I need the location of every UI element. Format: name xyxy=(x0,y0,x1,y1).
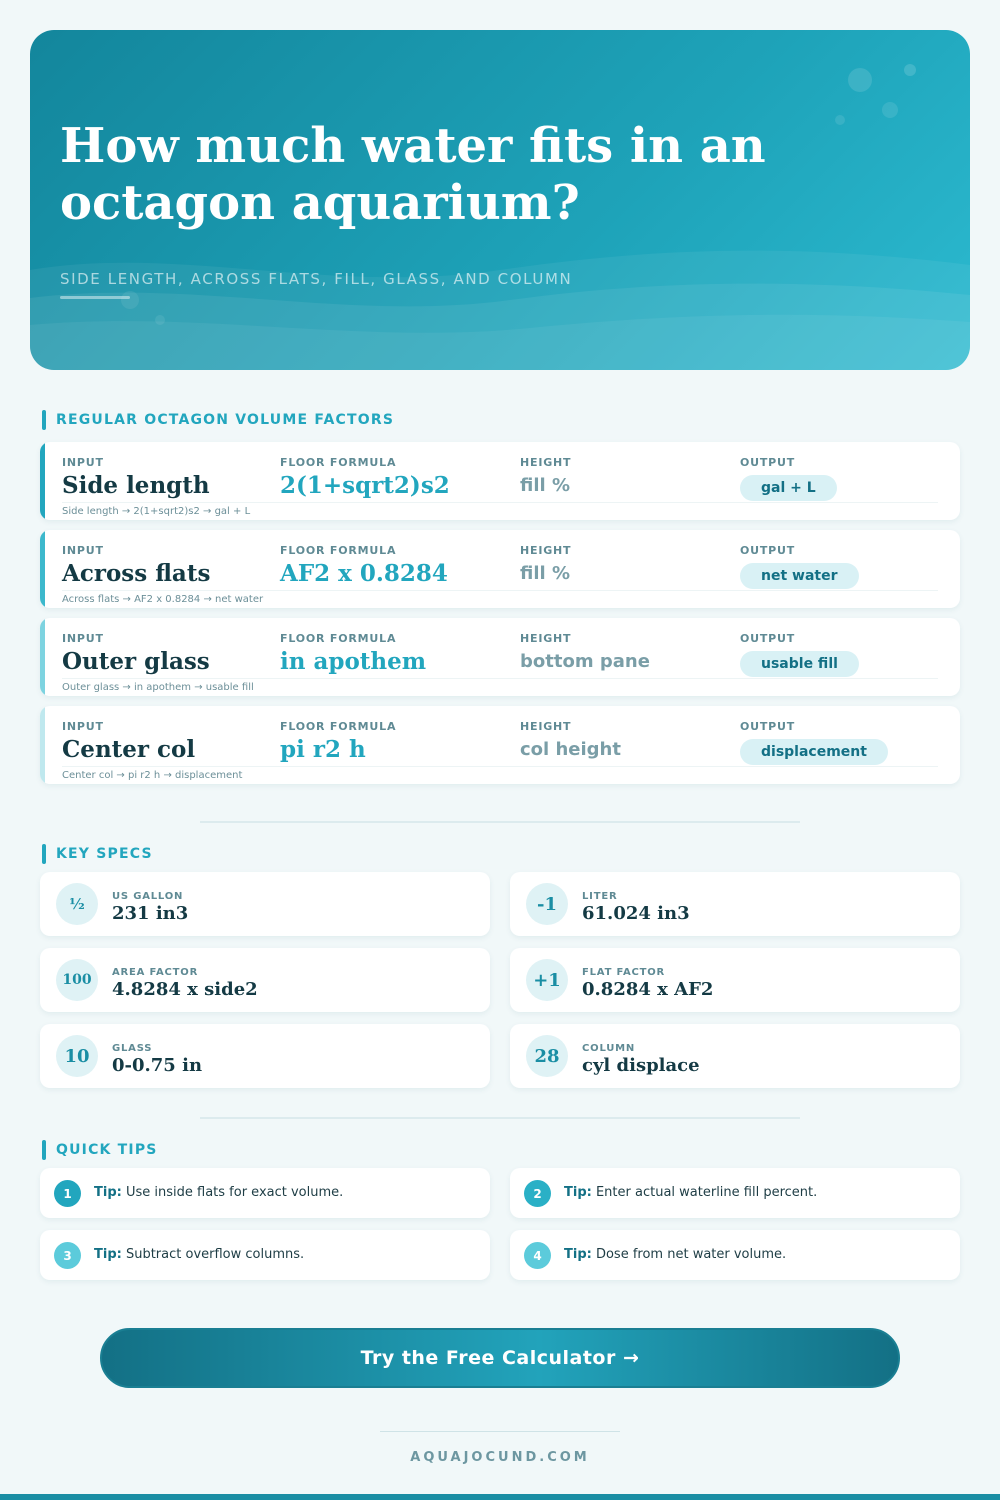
input-value: Center col xyxy=(62,736,196,763)
spec-badge: 10 xyxy=(56,1035,98,1077)
tip-number-badge: 3 xyxy=(54,1242,81,1269)
section-accent-bar xyxy=(42,410,46,430)
output-cell xyxy=(740,632,859,677)
spec-value: 61.024 in3 xyxy=(582,903,690,924)
tip-text: Subtract overflow columns. xyxy=(125,1247,305,1262)
spec-label: LITER xyxy=(582,891,618,902)
footer-bar xyxy=(0,1494,1000,1500)
volume-row xyxy=(40,706,960,784)
output-pill: displacement xyxy=(740,739,888,765)
output-cell xyxy=(740,544,859,589)
spec-label: US GALLON xyxy=(112,891,184,902)
input-cell xyxy=(62,544,210,587)
divider xyxy=(200,1117,800,1119)
output-label: OUTPUT xyxy=(740,544,796,557)
input-cell xyxy=(62,632,210,675)
row-rule xyxy=(62,678,938,679)
spec-badge: 28 xyxy=(526,1035,568,1077)
height-label: HEIGHT xyxy=(520,720,572,733)
spec-value: 4.8284 x side2 xyxy=(112,979,258,1000)
section-accent-bar xyxy=(42,844,46,864)
spec-badge: +1 xyxy=(526,959,568,1001)
formula-value: AF2 x 0.8284 xyxy=(280,560,448,587)
spec-value: 0.8284 x AF2 xyxy=(582,979,714,1000)
tips-section-title: QUICK TIPS xyxy=(56,1142,158,1158)
tip-text: Dose from net water volume. xyxy=(595,1247,787,1262)
tip-number-badge: 1 xyxy=(54,1180,81,1207)
tip-card xyxy=(510,1230,960,1280)
height-cell xyxy=(520,544,571,584)
output-pill: usable fill xyxy=(740,651,859,677)
formula-label: FLOOR FORMULA xyxy=(280,544,397,557)
spec-card xyxy=(40,1024,490,1088)
row-accent xyxy=(40,618,45,696)
height-label: HEIGHT xyxy=(520,632,572,645)
formula-label: FLOOR FORMULA xyxy=(280,720,397,733)
input-label: INPUT xyxy=(62,632,104,645)
tip-text: Use inside flats for exact volume. xyxy=(125,1185,344,1200)
tip-label: Tip: xyxy=(564,1185,592,1200)
tip-card xyxy=(40,1168,490,1218)
input-value: Side length xyxy=(62,472,210,499)
input-label: INPUT xyxy=(62,720,104,733)
spec-value: 0-0.75 in xyxy=(112,1055,203,1076)
input-label: INPUT xyxy=(62,456,104,469)
height-cell xyxy=(520,632,650,672)
page-title: How much water fits in an octagon aquarium? xyxy=(60,118,766,231)
row-accent xyxy=(40,530,45,608)
output-pill: gal + L xyxy=(740,475,837,501)
height-cell xyxy=(520,720,621,760)
row-caption: Side length → 2(1+sqrt2)s2 → gal + L xyxy=(62,506,251,517)
subtitle-underline xyxy=(60,296,130,299)
height-value: fill % xyxy=(520,475,570,496)
spec-label: GLASS xyxy=(112,1043,153,1054)
output-pill: net water xyxy=(740,563,859,589)
formula-value: in apothem xyxy=(280,648,427,675)
output-label: OUTPUT xyxy=(740,456,796,469)
spec-label: COLUMN xyxy=(582,1043,636,1054)
tip-text: Enter actual waterline fill percent. xyxy=(595,1185,818,1200)
height-value: fill % xyxy=(520,563,570,584)
input-value: Outer glass xyxy=(62,648,210,675)
volume-row xyxy=(40,530,960,608)
formula-value: 2(1+sqrt2)s2 xyxy=(280,472,450,499)
tip-card xyxy=(40,1230,490,1280)
tip-text-line xyxy=(564,1185,817,1200)
height-cell xyxy=(520,456,571,496)
tip-number-badge: 2 xyxy=(524,1180,551,1207)
section-accent-bar xyxy=(42,1140,46,1160)
tip-label: Tip: xyxy=(94,1247,122,1262)
try-calculator-button[interactable]: Try the Free Calculator → xyxy=(100,1328,900,1388)
specs-section-title: KEY SPECS xyxy=(56,846,153,862)
input-cell xyxy=(62,720,195,763)
output-label: OUTPUT xyxy=(740,632,796,645)
formula-label: FLOOR FORMULA xyxy=(280,456,397,469)
formula-cell xyxy=(280,632,426,675)
spec-label: AREA FACTOR xyxy=(112,967,199,978)
tip-text-line xyxy=(94,1247,304,1262)
divider xyxy=(200,821,800,823)
spec-card xyxy=(510,1024,960,1088)
height-value: bottom pane xyxy=(520,651,650,672)
spec-value: cyl displace xyxy=(582,1055,700,1076)
tip-label: Tip: xyxy=(564,1247,592,1262)
spec-card xyxy=(40,948,490,1012)
tip-label: Tip: xyxy=(94,1185,122,1200)
row-accent xyxy=(40,442,45,520)
spec-badge: 100 xyxy=(56,959,98,1001)
row-accent xyxy=(40,706,45,784)
volume-row xyxy=(40,442,960,520)
spec-badge: ½ xyxy=(56,883,98,925)
tip-text-line xyxy=(564,1247,786,1262)
height-label: HEIGHT xyxy=(520,456,572,469)
output-cell xyxy=(740,456,837,501)
height-label: HEIGHT xyxy=(520,544,572,557)
row-rule xyxy=(62,590,938,591)
formula-cell xyxy=(280,544,448,587)
specs-section-header xyxy=(42,844,153,864)
spec-card xyxy=(510,872,960,936)
tip-text-line xyxy=(94,1185,343,1200)
formula-label: FLOOR FORMULA xyxy=(280,632,397,645)
hero-banner xyxy=(30,30,970,370)
row-rule xyxy=(62,502,938,503)
volume-section-title: REGULAR OCTAGON VOLUME FACTORS xyxy=(56,412,395,428)
tips-section-header xyxy=(42,1140,158,1160)
spec-label: FLAT FACTOR xyxy=(582,967,666,978)
row-caption: Outer glass → in apothem → usable fill xyxy=(62,682,254,693)
spec-value: 231 in3 xyxy=(112,903,189,924)
spec-badge: -1 xyxy=(526,883,568,925)
formula-cell xyxy=(280,456,450,499)
volume-section-header xyxy=(42,410,394,430)
tip-number-badge: 4 xyxy=(524,1242,551,1269)
spec-card xyxy=(40,872,490,936)
input-value: Across flats xyxy=(62,560,211,587)
row-caption: Across flats → AF2 x 0.8284 → net water xyxy=(62,594,264,605)
input-label: INPUT xyxy=(62,544,104,557)
row-caption: Center col → pi r2 h → displacement xyxy=(62,770,243,781)
input-cell xyxy=(62,456,210,499)
tip-card xyxy=(510,1168,960,1218)
footer-divider xyxy=(380,1431,620,1432)
output-label: OUTPUT xyxy=(740,720,796,733)
formula-cell xyxy=(280,720,396,763)
spec-card xyxy=(510,948,960,1012)
height-value: col height xyxy=(520,739,621,760)
output-cell xyxy=(740,720,888,765)
volume-row xyxy=(40,618,960,696)
page-subtitle: SIDE LENGTH, ACROSS FLATS, FILL, GLASS, AND COLUMN xyxy=(60,270,573,288)
formula-value: pi r2 h xyxy=(280,736,366,763)
footer-site[interactable]: AQUAJOCUND.COM xyxy=(410,1450,590,1465)
row-rule xyxy=(62,766,938,767)
